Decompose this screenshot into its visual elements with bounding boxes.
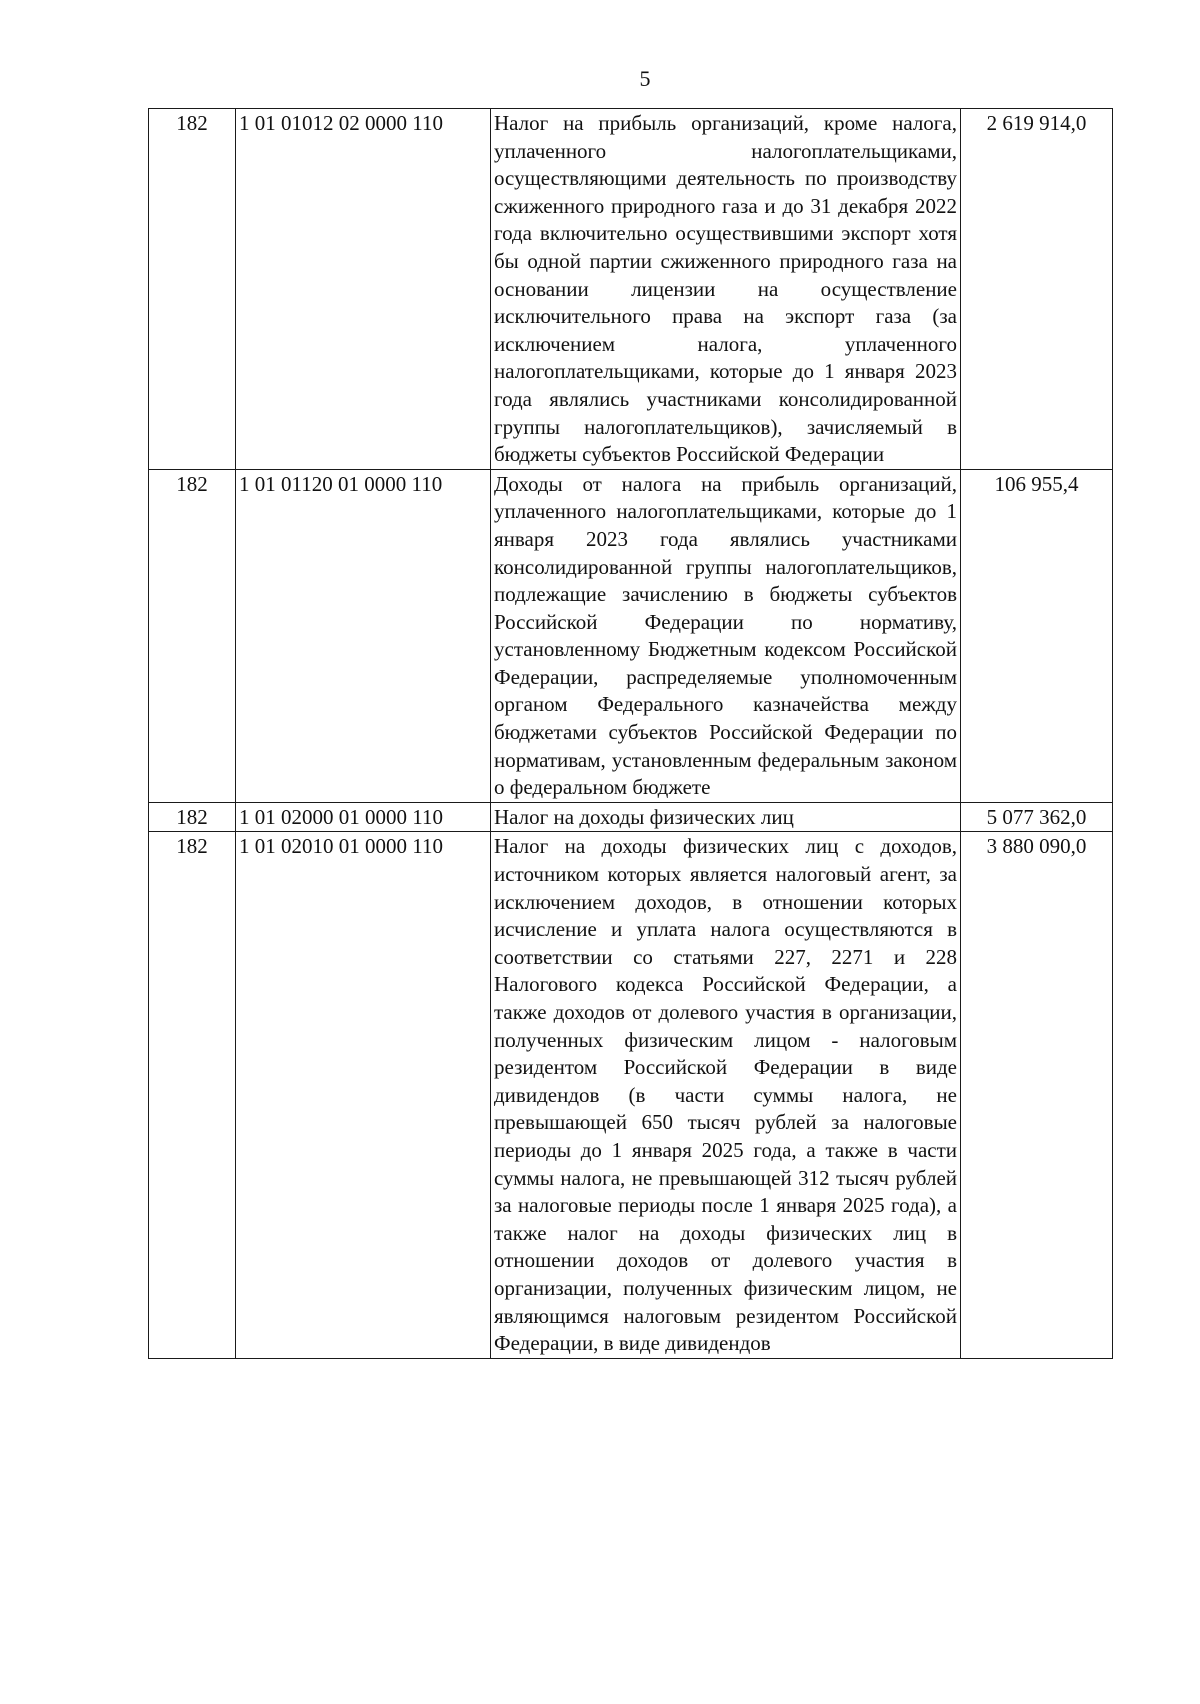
table-row — [149, 802, 1113, 832]
income-name-cell: Доходы от налога на прибыль организаций, уплаченного налогоплательщиками, которые до 1 января 2023 года являлись участниками консолидированной группы налогоплательщиков, подлежащие зачислению в бюджеты субъектов Российской Федерации по нормативу, установленному Бюджетным кодексом Российской Федерации, распределяемые уполномоченным органом Федерального казначейства между бюджетами субъектов Российской Федерации по нормативам, установленным федеральным законом о федеральном бюджете — [491, 469, 961, 802]
income-code-cell: 1 01 02010 01 0000 110 — [236, 832, 491, 1358]
revenue-table — [148, 108, 1113, 1359]
admin-code-cell: 182 — [149, 469, 236, 802]
table-row — [149, 469, 1113, 802]
table-row — [149, 832, 1113, 1358]
amount-cell: 5 077 362,0 — [961, 802, 1113, 832]
amount-cell: 106 955,4 — [961, 469, 1113, 802]
amount-cell: 2 619 914,0 — [961, 109, 1113, 470]
admin-code-cell: 182 — [149, 802, 236, 832]
admin-code-cell: 182 — [149, 832, 236, 1358]
income-name-cell: Налог на доходы физических лиц с доходов, источником которых является налоговый агент, за исключением доходов, в отношении которых исчисление и уплата налога осуществляются в соответствии со статьями 227, 2271 и 228 Налогового кодекса Российской Федерации, а также доходов от долевого участия в организации, полученных физическим лицом - налоговым резидентом Российской Федерации в виде дивидендов (в части суммы налога, не превышающей 650 тысяч рублей за налоговые периоды до 1 января 2025 года, а также в части суммы налога, не превышающей 312 тысяч рублей за налоговые периоды после 1 января 2025 года), а также налог на доходы физических лиц в отношении доходов от долевого участия в организации, полученных физическим лицом, не являющимся налоговым резидентом Российской Федерации, в виде дивидендов — [491, 832, 961, 1358]
amount-cell: 3 880 090,0 — [961, 832, 1113, 1358]
income-name-cell: Налог на прибыль организаций, кроме налога, уплаченного налогоплательщиками, осуществляющими деятельность по производству сжиженного природного газа и до 31 декабря 2022 года включительно осуществившими экспорт хотя бы одной партии сжиженного природного газа на основании лицензии на осуществление исключительного права на экспорт газа (за исключением налога, уплаченного налогоплательщиками, которые до 1 января 2023 года являлись участниками консолидированной группы налогоплательщиков), зачисляемый в бюджеты субъектов Российской Федерации — [491, 109, 961, 470]
page-number: 5 — [639, 66, 651, 91]
table-row — [149, 109, 1113, 470]
income-name-cell: Налог на доходы физических лиц — [491, 802, 961, 832]
income-code-cell: 1 01 02000 01 0000 110 — [236, 802, 491, 832]
income-code-cell: 1 01 01012 02 0000 110 — [236, 109, 491, 470]
admin-code-cell: 182 — [149, 109, 236, 470]
income-code-cell: 1 01 01120 01 0000 110 — [236, 469, 491, 802]
